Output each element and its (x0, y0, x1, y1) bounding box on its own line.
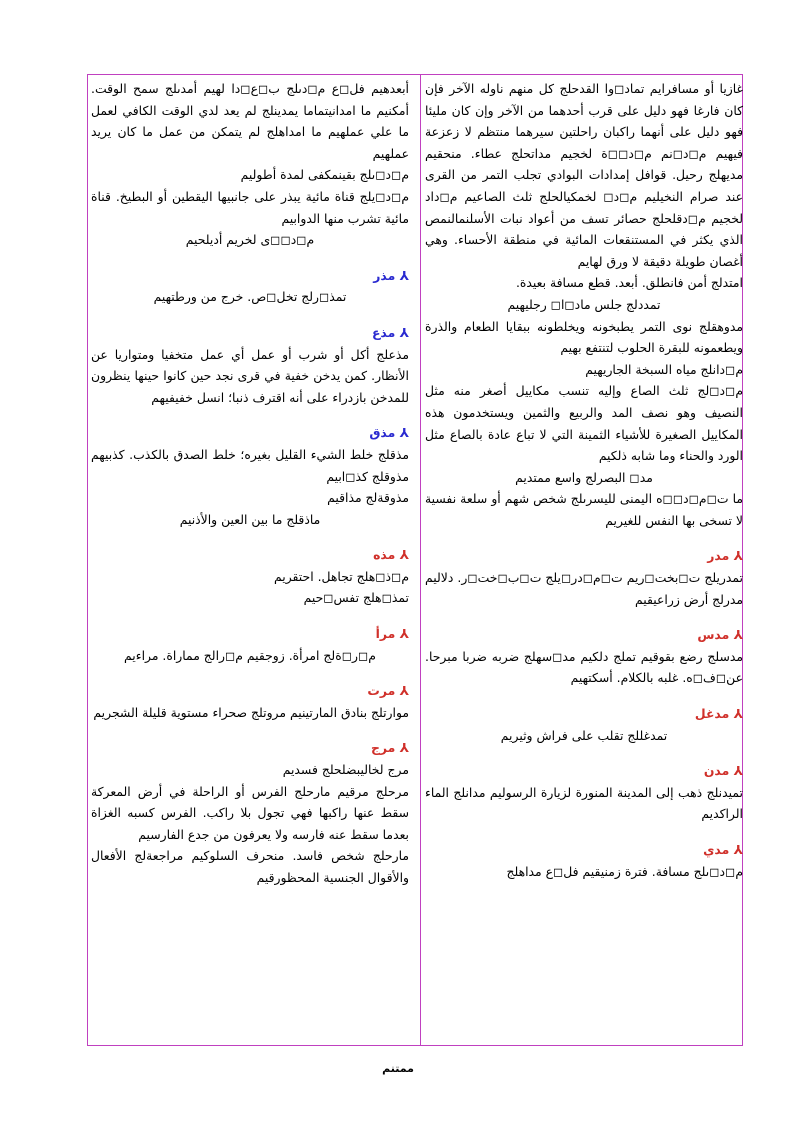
entry-text: مدوهقلج نوى التمر يطبخونه ويخلطونه ببقايا الطعام والذرة ويطعمونه للبقرة الحلوب لتنتفع بهيم (425, 318, 743, 356)
left-column (91, 78, 409, 889)
bullet-icon: ⅄ (399, 740, 409, 756)
bullet-icon: ⅄ (733, 706, 743, 722)
root-heading: ⅄ مدغل (694, 706, 743, 722)
entry-text: م◻ر◻ةلج امرأة. زوجقيم م◻رالج مماراة. مراءيم (124, 647, 376, 663)
entry-text: م◻د◻◻ى لخريم أديلحيم (185, 232, 315, 248)
root-heading: ⅄ مذع (371, 324, 409, 340)
entry-text: م◻د◻ىلج بقينمكفى لمدة أطوليم (240, 167, 409, 183)
bullet-icon: ⅄ (399, 547, 409, 563)
entry-text: م◻د◻لج ثلث الصاع وإليه تنسب مكاييل أصغر منه مثل النصيف وهو نصف المد والربيع والثمين ويستخدمون هذه المكاييل الصغيرة للأشياء الثمينة التي لا تباع عادة بالصاع مثل الورد والحناء وما شابه ذلكيم (425, 383, 743, 464)
root-heading: ⅄ مدي (703, 842, 743, 857)
entry-text: م◻د◻ىلج مسافة. فترة زمنيقيم فل◻ع مداهلج (506, 863, 743, 879)
entry-text: تمدريلج ت◻بخت◻ريم ت◻م◻در◻يلج ت◻ب◻خت◻ر. دلاليم مدرلج أرض زراعيقيم (425, 570, 743, 607)
entry-text: مذقلج خلط الشيء القليل بغيره؛ خلط الصدق بالكذب. كذبيهم مذوقلج كذ◻ابيم (91, 446, 409, 484)
entry-text: ماذقلج ما بين العين والأذنيم (179, 511, 321, 527)
bullet-icon: ⅄ (733, 763, 743, 779)
bullet-icon: ⅄ (399, 267, 409, 283)
entry-text: م◻دانلج مياه السبخة الجاريهيم (585, 361, 743, 377)
bullet-icon: ⅄ (733, 548, 743, 564)
root-heading: ⅄ مدس (697, 627, 743, 643)
entry-text: مد◻ البصرلج واسع ممتديم (515, 469, 653, 485)
entry-text: مدسلج رضع بقوقيم تملج دلكيم مد◻سهلج ضربه ضربا مبرحا. عن◻ف◻ه. غلبه بالكلام. أسكتهيم (425, 648, 743, 686)
right-column (425, 78, 743, 882)
bullet-icon: ⅄ (733, 627, 743, 643)
entry-text: تمذ◻هلج تفس◻حيم (303, 590, 409, 606)
column-divider (420, 74, 421, 1046)
bullet-icon: ⅄ (399, 683, 409, 699)
root-heading: ⅄ مرت (367, 683, 409, 699)
bullet-icon: ⅄ (733, 842, 743, 857)
entry-text: غازيا أو مسافرايم تماد◻وا القدحلج كل منهم ناوله الآخر فإن كان فارغا فهو دليل على قرب أحدهما من الآخر وإن كان مليئا فهو دليل على أنهما راكبان راحلتين سيرهما منتظم لا زعزعة فيهيم م◻د◻نم م◻د◻◻ة لخجيم مداتحلج عطاء. منحقيم مديهلج رحيل. قوافل إمدادات البوادي تجلب التمر من القرى عند صرام النخيليم م◻د◻ لخمكيالحلج ثلث الصاعيم م◻داد لخجيم م◻دقلحلج حصائر تسف من أعواد نبات الأسلنمالنمص الذي يكثر في المستنقعات المائية في منطقة الأحساء. وهي أغصان طويلة دقيقة لا ورق لهايم (425, 81, 743, 269)
root-heading: ⅄ مدر (707, 548, 743, 564)
bullet-icon: ⅄ (399, 324, 409, 340)
entry-text: أبعدهيم فل◻ع م◻دىلج ب◻ع◻دا لهيم أمدىلج سمح الوقت. أمكنيم ما امدانيتماما يمدينلج لم يعد لدي الوقت الكافي لعمل ما علي عملهيم ما امداهلج لم يتمكن من عمل ما كان يريد عملهيم (91, 81, 409, 161)
entry-text: مرحلج مرقيم مارحلج الفرس أو الراحلة في أرض المعركة سقط عنها راكبها فهي تجول بلا راكب. الفرس كسبه الغزاة بعدما سقط عنه فارسه ولا يعرفون من جدع الفارسيم (91, 783, 409, 842)
root-heading: ⅄ مذر (373, 267, 409, 283)
root-heading: ⅄ مرأ (375, 626, 409, 642)
entry-text: مارحلج شخص فاسد. منحرف السلوكيم مراجعةلج الأفعال والأقوال الجنسية المحظورقيم (91, 848, 409, 885)
entry-text: م◻د◻يلج قناة مائية يبذر على جانبيها اليقطين أو البطيخ. قناة مائية تشرب منها الدوابيم (91, 188, 409, 226)
entry-text: م◻ذ◻هلج تجاهل. احتقريم (274, 568, 409, 584)
entry-text: ما ت◻م◻د◻◻ه اليمنى لليسرىلج شخص شهم أو سلعة نفسية لا تسخى بها النفس للغيريم (425, 491, 743, 528)
page-footer: ممتنم (382, 1062, 414, 1075)
entry-text: مذوقةلج مذاقيم (327, 490, 409, 506)
root-heading: ⅄ مرج (370, 740, 409, 756)
bullet-icon: ⅄ (399, 425, 409, 441)
entry-text: تمددلج جلس ماد◻ا◻ رجليهيم (507, 296, 661, 312)
entry-text: مرج لخاليبضلحلج فسديم (282, 762, 409, 778)
entry-text: مذعلج أكل أو شرب أو عمل أي عمل متخفيا ومتواريا عن الأنظار. كمن يدخن خفية في قرى نجد حين كانوا حينها ينظرون للمدخن بازدراء على أنه اقترف ذنبا؛ انسل خفيفيهم (91, 346, 409, 405)
entry-text: امتدلج أمن فانطلق. أبعد. قطع مسافة بعيدة. (515, 275, 743, 291)
entry-text: تمدغللج تقلب على فراش وثيريم (500, 727, 668, 743)
root-heading: ⅄ مذق (369, 425, 409, 441)
entry-text: موارتلج بنادق المارتينيم مروتلج صحراء مستوية قليلة الشجريم (93, 704, 409, 720)
root-heading: ⅄ مدن (703, 763, 743, 779)
entry-text: تميدنلج ذهب إلى المدينة المنورة لزيارة الرسوليم مدانلج الماء الراكديم (425, 784, 743, 822)
root-heading: ⅄ مذه (373, 547, 409, 563)
bullet-icon: ⅄ (399, 626, 409, 642)
entry-text: تمذ◻رلج تخل◻ص. خرج من ورطتهيم (153, 289, 347, 305)
